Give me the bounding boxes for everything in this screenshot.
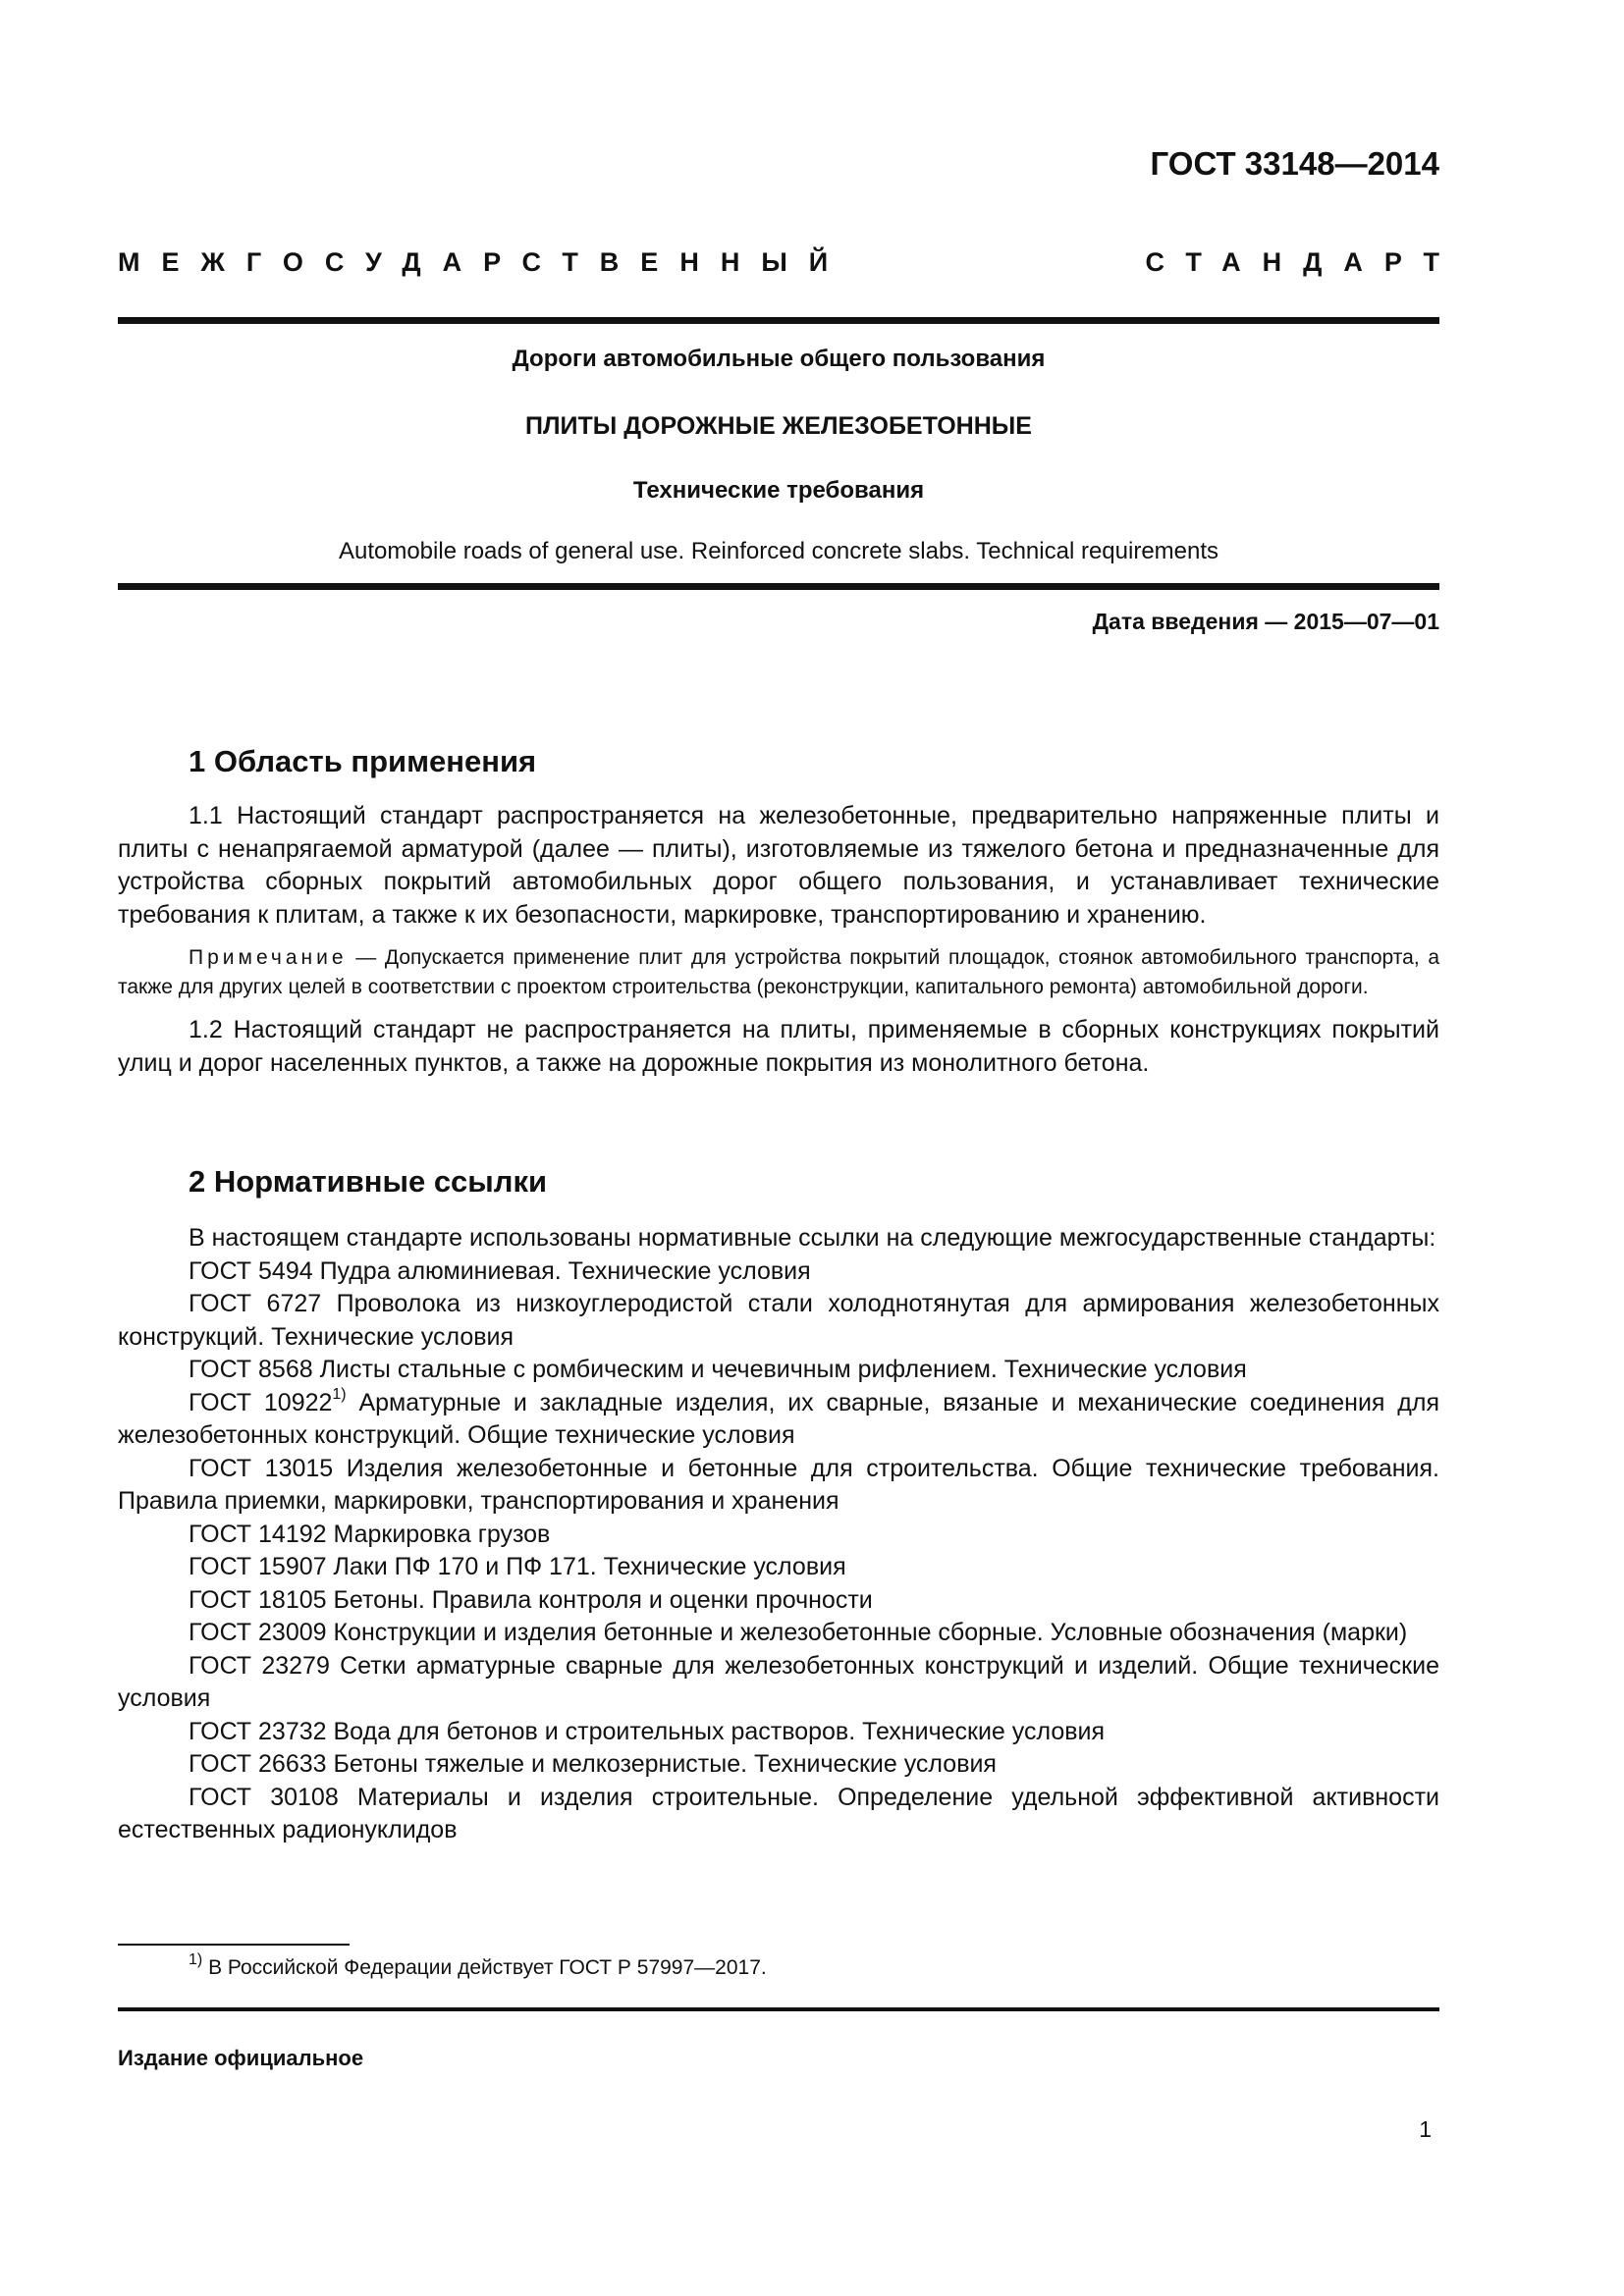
section-2-body (118, 1222, 1439, 1847)
footnote-marker: 1) (332, 1386, 347, 1404)
note (118, 943, 1439, 1002)
reference-item: ГОСТ 6727 Проволока из низкоуглеродистой стали холоднотянутая для армирования железобетонных конструкций. Технические условия (118, 1290, 1439, 1351)
footer-rule (118, 2007, 1439, 2011)
reference-item: ГОСТ 23009 Конструкции и изделия бетонные и железобетонные сборные. Условные обозначения (марки) (189, 1619, 1408, 1646)
note-text: — Допускается применение плит для устройства покрытий площадок, стоянок автомобильного транспорта, а также для других целей в соответствии с проектом строительства (реконструкции, капитального ремонта) автомобильной дороги. (118, 946, 1439, 998)
paragraph-1-2: 1.2 Настоящий стандарт не распространяется на плиты, применяемые в сборных конструкциях покрытий улиц и дорог населенных пунктов, а также на дорожные покрытия из монолитного бетона. (118, 1016, 1439, 1077)
section-2-heading: 2 Нормативные ссылки (189, 1164, 548, 1199)
edition-label: Издание официальное (118, 2046, 364, 2070)
section-1-body (118, 800, 1439, 1080)
interstate-standard-banner (118, 247, 1461, 278)
reference-text: Арматурные и закладные изделия, их сварные, вязаные и механические соединения для железобетонных конструкций. Общие технические условия (118, 1388, 1439, 1449)
title-rule (118, 583, 1439, 590)
reference-item: ГОСТ 13015 Изделия железобетонные и бетонные для строительства. Общие технические требования. Правила приемки, маркировки, транспортирования и хранения (118, 1454, 1439, 1515)
interstate-right: СТАНДАРТ (1145, 247, 1461, 277)
reference-item: ГОСТ 5494 Пудра алюминиевая. Технические условия (189, 1256, 811, 1285)
footnote-text: В Российской Федерации действует ГОСТ Р 57997—2017. (202, 1956, 767, 1979)
section-1-heading: 1 Область применения (189, 744, 537, 778)
reference-item: ГОСТ 18105 Бетоны. Правила контроля и оценки прочности (189, 1585, 873, 1614)
footnote (189, 1951, 767, 1980)
reference-item: ГОСТ 15907 Лаки ПФ 170 и ПФ 171. Технические условия (189, 1553, 846, 1580)
title-line-2: ПЛИТЫ ДОРОЖНЫЕ ЖЕЛЕЗОБЕТОННЫЕ (525, 412, 1032, 440)
reference-item: ГОСТ 23732 Вода для бетонов и строительных растворов. Технические условия (189, 1717, 1106, 1745)
reference-item: ГОСТ 26633 Бетоны тяжелые и мелкозернистые. Технические условия (189, 1750, 997, 1778)
footnote-separator (118, 1944, 350, 1946)
reference-item: ГОСТ 8568 Листы стальные с ромбическим и чечевичным рифлением. Технические условия (189, 1356, 1247, 1383)
document-code: ГОСТ 33148—2014 (1150, 145, 1439, 182)
reference-item: ГОСТ 30108 Материалы и изделия строительные. Определение удельной эффективной активности естественных радионуклидов (118, 1783, 1439, 1843)
interstate-left: МЕЖГОСУДАРСТВЕННЫЙ (118, 247, 850, 277)
paragraph-1-1: 1.1 Настоящий стандарт распространяется на железобетонные, предварительно напряженные плиты и плиты с ненапрягаемой арматурой (далее — плиты), изготовляемые из тяжелого бетона и предназначенные для устройства сборных покрытий автомобильных дорог общего пользования, и устанавливает технические требования к плитам, а также к их безопасности, маркировке, транспортированию и хранению. (118, 802, 1439, 929)
title-line-3: Технические требования (632, 477, 925, 504)
title-line-1: Дороги автомобильные общего пользования (512, 346, 1046, 372)
title-english: Automobile roads of general use. Reinforced concrete slabs. Technical requirements (338, 538, 1219, 564)
page-number: 1 (1419, 2116, 1432, 2142)
reference-item: ГОСТ 14192 Маркировка грузов (189, 1520, 551, 1548)
document-page (118, 0, 1461, 2296)
section-2-intro: В настоящем стандарте использованы нормативные ссылки на следующие межгосударственные стандарты: (189, 1224, 1436, 1252)
note-label: Примечание (189, 946, 348, 969)
reference-item (118, 1387, 1439, 1453)
footnote-mark: 1) (189, 1951, 203, 1968)
top-rule (118, 317, 1439, 324)
introduction-date: Дата введения — 2015—07—01 (1092, 609, 1439, 634)
reference-item: ГОСТ 23279 Сетки арматурные сварные для железобетонных конструкций и изделий. Общие технические условия (118, 1651, 1439, 1712)
reference-code: ГОСТ 10922 (189, 1388, 333, 1416)
